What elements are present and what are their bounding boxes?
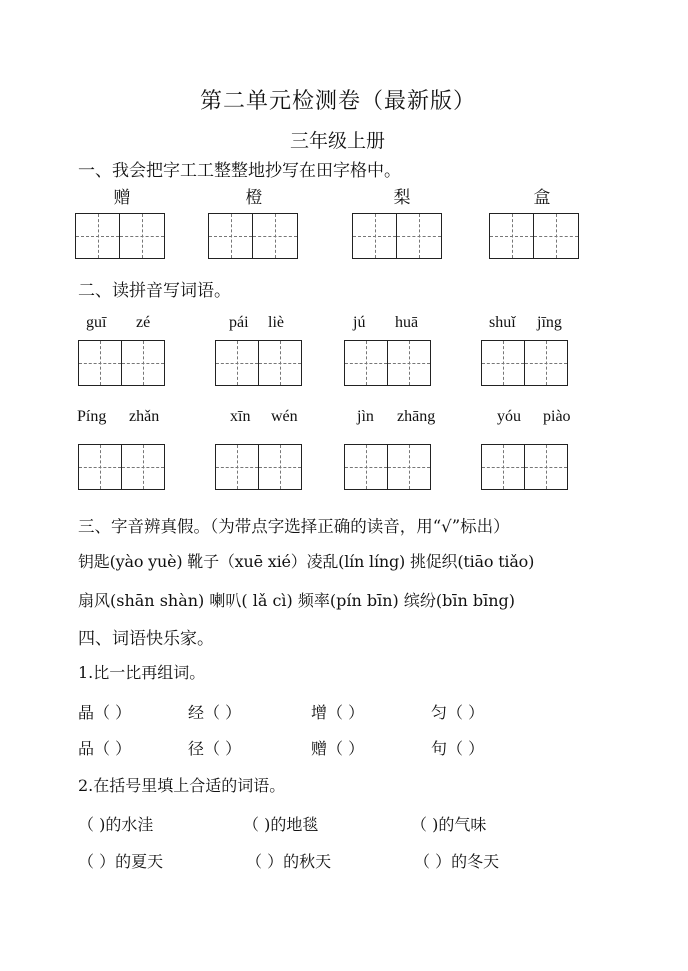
pinyin: liè — [268, 314, 284, 331]
pinyin: Píng — [77, 408, 107, 425]
page-title: 第二单元检测卷（最新版） — [200, 89, 477, 114]
page-subtitle: 三年级上册 — [290, 130, 386, 152]
pinyin: zhāng — [397, 408, 436, 425]
pronunciation-line: 钥匙(yào yuè) 靴子（xuē xié）凌乱(lín líng) 挑促织(tiāo tiǎo) — [78, 552, 535, 571]
word-blank[interactable]: 匀（ ） — [431, 703, 485, 722]
char-label: 盒 — [533, 188, 551, 208]
phrase-blank[interactable]: （ )的气味 — [411, 815, 487, 834]
word-blank[interactable]: 增（ ） — [311, 703, 365, 722]
tianzige-box[interactable] — [208, 213, 298, 259]
pinyin: shuǐ — [489, 314, 516, 331]
tianzige-box[interactable] — [78, 340, 165, 386]
phrase-blank[interactable]: （ )的水洼 — [78, 815, 154, 834]
word-blank[interactable]: 品（ ） — [78, 739, 132, 758]
pinyin: jīng — [537, 314, 562, 331]
tianzige-box[interactable] — [215, 340, 302, 386]
pronunciation-line: 扇风(shān shàn) 喇叭( lǎ cì) 频率(pín bīn) 缤纷(bīn bīng) — [78, 591, 515, 610]
question-label: 1.比一比再组词。 — [78, 663, 206, 682]
tianzige-box[interactable] — [481, 444, 568, 490]
phrase-blank[interactable]: （ ）的夏天 — [78, 852, 164, 871]
pinyin: zhǎn — [129, 408, 160, 425]
tianzige-box[interactable] — [215, 444, 302, 490]
word-blank[interactable]: 晶（ ） — [78, 703, 132, 722]
tianzige-box[interactable] — [489, 213, 579, 259]
pinyin: guī — [86, 314, 107, 331]
phrase-blank[interactable]: （ ）的冬天 — [414, 852, 500, 871]
word-blank[interactable]: 径（ ） — [188, 739, 242, 758]
pinyin: jú — [353, 314, 366, 331]
pinyin: jìn — [357, 408, 374, 425]
phrase-blank[interactable]: （ ）的秋天 — [246, 852, 332, 871]
phrase-blank[interactable]: （ )的地毯 — [243, 815, 319, 834]
pinyin: pái — [229, 314, 249, 331]
tianzige-box[interactable] — [344, 340, 431, 386]
pinyin: wén — [271, 408, 298, 425]
tianzige-box[interactable] — [481, 340, 568, 386]
section3-heading: 三、字音辨真假。（为带点字选择正确的读音，用“√”标出） — [78, 517, 510, 536]
pinyin: zé — [136, 314, 151, 331]
char-label: 赠 — [113, 188, 131, 208]
pinyin: huā — [395, 314, 419, 331]
section2-heading: 二、读拼音写词语。 — [78, 281, 231, 301]
tianzige-box[interactable] — [344, 444, 431, 490]
word-blank[interactable]: 句（ ） — [431, 739, 485, 758]
section4-heading: 四、词语快乐家。 — [78, 629, 214, 649]
pinyin: piào — [543, 408, 571, 425]
pinyin: xīn — [230, 408, 251, 425]
tianzige-box[interactable] — [78, 444, 165, 490]
tianzige-box[interactable] — [352, 213, 442, 259]
pinyin: yóu — [497, 408, 521, 425]
char-label: 梨 — [393, 188, 411, 208]
section1-heading: 一、我会把字工工整整地抄写在田字格中。 — [78, 161, 401, 181]
word-blank[interactable]: 经（ ） — [188, 703, 242, 722]
tianzige-box[interactable] — [75, 213, 165, 259]
question-label: 2.在括号里填上合适的词语。 — [78, 776, 286, 795]
word-blank[interactable]: 赠（ ） — [311, 739, 365, 758]
char-label: 橙 — [245, 188, 263, 208]
